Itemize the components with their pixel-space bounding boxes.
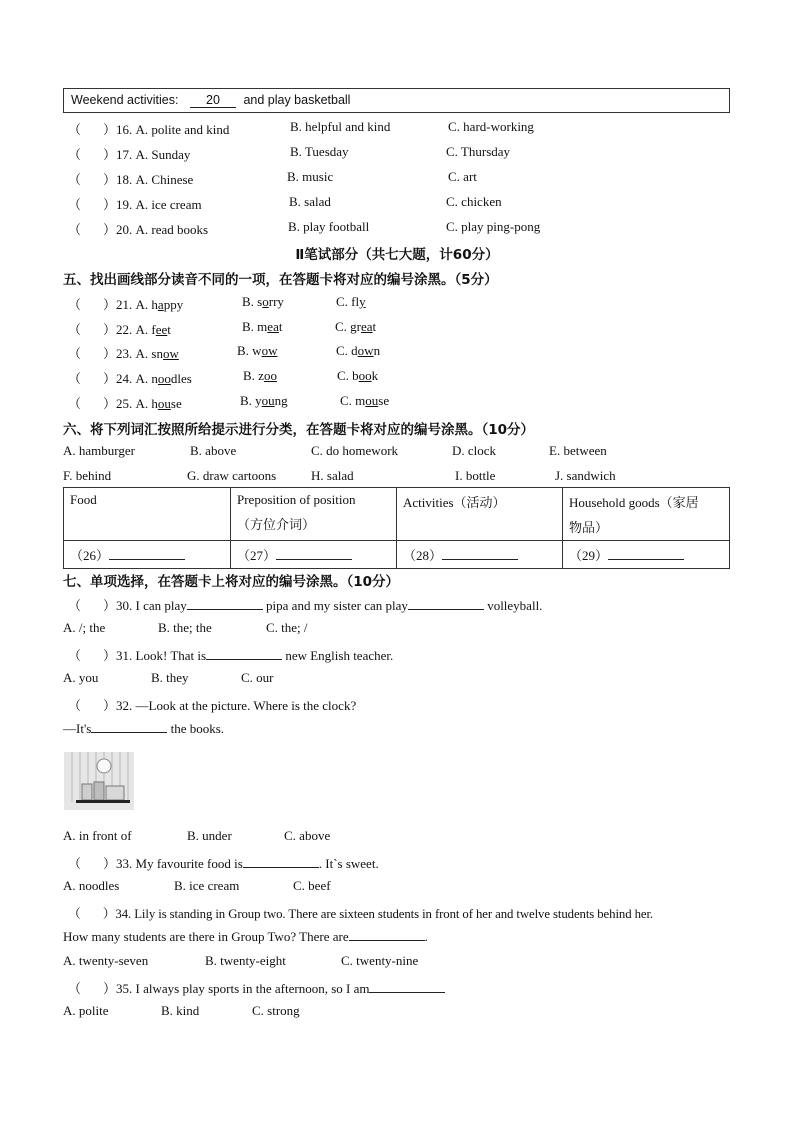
question-30: （ ）30. I can play pipa and my sister can play volleyball. <box>68 598 543 613</box>
option-b: B. zoo <box>243 368 277 383</box>
option-c: C. Thursday <box>446 144 511 159</box>
option-b: B. salad <box>289 194 331 209</box>
option-b: B. under <box>187 828 232 843</box>
answer-cell[interactable]: （26） <box>64 541 231 569</box>
question-row: （ ）21. A. happy <box>68 297 184 312</box>
option-c: C. twenty-nine <box>341 953 419 968</box>
option-b: B. twenty-eight <box>205 953 286 968</box>
option-b: B. kind <box>161 1003 200 1018</box>
header-cell: Preposition of position （方位介词） <box>231 488 397 541</box>
clock-books-picture <box>64 752 134 810</box>
question-34-line2: How many students are there in Group Two? There are . <box>63 929 428 944</box>
question-33: （ ）33. My favourite food is . It`s sweet. <box>68 856 379 871</box>
option-a: A. polite <box>63 1003 109 1018</box>
word-item: F. behind <box>63 468 112 483</box>
option-b: B. Tuesday <box>290 144 349 159</box>
section6-title: 六、将下列词汇按照所给提示进行分类，在答题卡将对应的编号涂黑。（10分） <box>63 422 535 438</box>
option-c: C. strong <box>252 1003 300 1018</box>
option-b: B. meat <box>242 319 283 334</box>
option-c: C. great <box>335 319 377 334</box>
word-item: E. between <box>549 443 607 458</box>
question-row: （ ）24. A. noodles <box>68 371 192 386</box>
option-b: B. they <box>151 670 189 685</box>
option-a: A. in front of <box>63 828 132 843</box>
part2-title: Ⅱ笔试部分（共七大题，计60分） <box>295 247 499 263</box>
weekend-rest: and play basketball <box>243 93 351 107</box>
word-item: G. draw cartoons <box>187 468 277 483</box>
option-c: C. the; / <box>266 620 308 635</box>
section5-title: 五、找出画线部分读音不同的一项，在答题卡将对应的编号涂黑。（5分） <box>63 272 498 288</box>
option-b: B. play football <box>288 219 370 234</box>
table-answer-row <box>64 541 730 569</box>
option-c: C. down <box>336 343 381 358</box>
weekend-label: Weekend activities: <box>71 93 179 107</box>
question-34: （ ）34. Lily is standing in Group two. There are sixteen students in front of her and twelve students behind her. <box>68 907 654 921</box>
word-item: J. sandwich <box>555 468 616 483</box>
word-item: C. do homework <box>311 443 399 458</box>
option-c: C. mouse <box>340 393 390 408</box>
weekend-blank: 20 <box>190 93 236 108</box>
word-item: A. hamburger <box>63 443 135 458</box>
question-row: （ ）16. A. polite and kind <box>68 122 230 137</box>
option-a: A. you <box>63 670 99 685</box>
classification-table <box>63 487 730 569</box>
option-b: B. the; the <box>158 620 212 635</box>
table-header-row <box>64 488 730 541</box>
option-a: A. /; the <box>63 620 106 635</box>
question-row: （ ）19. A. ice cream <box>68 197 202 212</box>
option-c: C. chicken <box>446 194 502 209</box>
option-c: C. beef <box>293 878 331 893</box>
section7-title: 七、单项选择，在答题卡上将对应的编号涂黑。（10分） <box>63 574 400 590</box>
weekend-activities-row <box>71 93 350 108</box>
answer-cell[interactable]: （29） <box>563 541 730 569</box>
word-item: H. salad <box>311 468 354 483</box>
question-35: （ ）35. I always play sports in the afternoon, so I am <box>68 978 445 997</box>
question-row: （ ）18. A. Chinese <box>68 172 194 187</box>
question-31: （ ）31. Look! That is new English teacher. <box>68 648 394 663</box>
option-c: C. hard-working <box>448 119 534 134</box>
question-row: （ ）23. A. snow <box>68 346 179 361</box>
question-row: （ ）22. A. feet <box>68 322 171 337</box>
option-a: A. twenty-seven <box>63 953 149 968</box>
option-b: B. sorry <box>242 294 284 309</box>
question-row: （ ）25. A. house <box>68 396 182 411</box>
word-item: B. above <box>190 443 237 458</box>
option-c: C. play ping-pong <box>446 219 541 234</box>
header-cell: Activities（活动） <box>397 488 563 541</box>
question-row: （ ）20. A. read books <box>68 222 209 237</box>
option-b: B. ice cream <box>174 878 240 893</box>
option-c: C. art <box>448 169 477 184</box>
option-b: B. young <box>240 393 288 408</box>
answer-cell[interactable]: （28） <box>397 541 563 569</box>
question-32: （ ）32. —Look at the picture. Where is the clock? <box>68 698 357 713</box>
option-b: B. music <box>287 169 334 184</box>
option-a: A. noodles <box>63 878 120 893</box>
question-row: （ ）17. A. Sunday <box>68 147 191 162</box>
option-b: B. helpful and kind <box>290 119 391 134</box>
answer-cell[interactable]: （27） <box>231 541 397 569</box>
header-cell: Food <box>64 488 231 541</box>
word-item: D. clock <box>452 443 497 458</box>
header-cell: Household goods（家居 物品） <box>563 488 730 541</box>
picture-illustration <box>64 752 134 810</box>
word-item: I. bottle <box>455 468 496 483</box>
option-b: B. wow <box>237 343 278 358</box>
option-c: C. book <box>337 368 379 383</box>
option-c: C. fly <box>336 294 366 309</box>
option-c: C. above <box>284 828 331 843</box>
option-c: C. our <box>241 670 274 685</box>
question-32-answer-line: —It's the books. <box>63 721 225 736</box>
